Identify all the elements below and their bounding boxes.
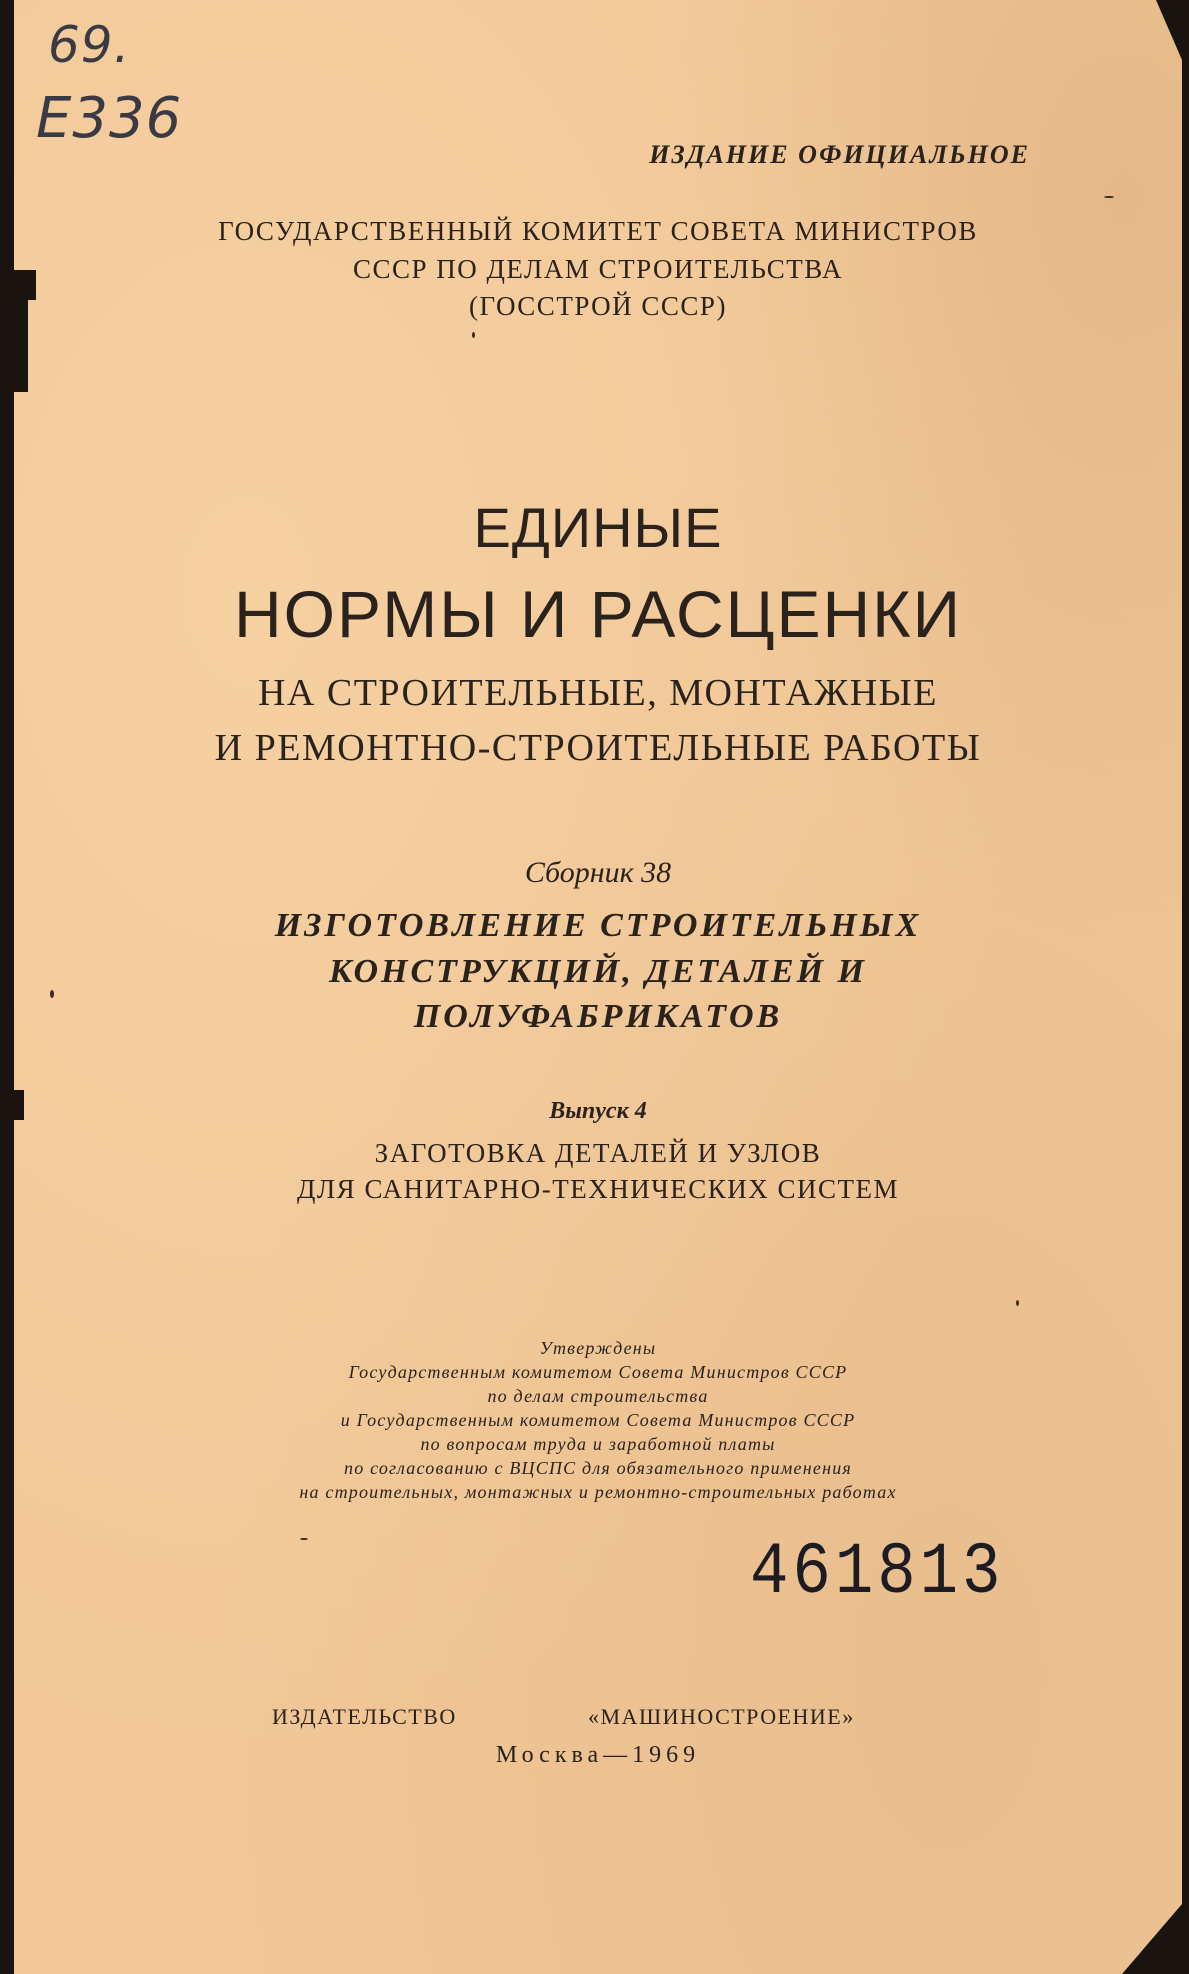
approval-line-7: на строительных, монтажных и ремонтно-строительных работах [299, 1482, 897, 1502]
approval-line-5: по вопросам труда и заработной платы [420, 1434, 776, 1454]
approval-line-4: и Государственным комитетом Совета Министров СССР [340, 1410, 856, 1430]
paper-speck [300, 1538, 308, 1540]
title-line-1: ЕДИНЫЕ [473, 496, 723, 559]
committee-line-3: (ГОССТРОЙ СССР) [469, 291, 727, 321]
paper-speck [50, 990, 54, 998]
collection-title-line-2: КОНСТРУКЦИЙ, ДЕТАЛЕЙ И [329, 953, 867, 990]
issue-label: Выпуск 4 [549, 1098, 647, 1124]
committee-line-2: СССР ПО ДЕЛАМ СТРОИТЕЛЬСТВА [352, 254, 844, 284]
approval-line-1: Утверждены [539, 1338, 657, 1358]
title-line-3: НА СТРОИТЕЛЬНЫЕ, МОНТАЖНЫЕ [257, 672, 938, 714]
paper-speck [1016, 1300, 1019, 1306]
paper-speck [472, 332, 475, 338]
worn-corner-top [1156, 0, 1182, 60]
official-edition-label: ИЗДАНИЕ ОФИЦИАЛЬНОЕ [649, 140, 1030, 169]
approval-line-6: по согласованию с ВЦСПС для обязательного применения [344, 1458, 852, 1478]
handwritten-shelf-mark-bottom: Е336 [36, 86, 183, 151]
title-line-2: НОРМЫ И РАСЦЕНКИ [233, 577, 963, 651]
collection-title-line-3: ПОЛУФАБРИКАТОВ [413, 998, 783, 1035]
paper-speck [1104, 196, 1114, 198]
issue-title-line-1: ЗАГОТОВКА ДЕТАЛЕЙ И УЗЛОВ [374, 1138, 822, 1168]
committee-line-1: ГОСУДАРСТВЕННЫЙ КОМИТЕТ СОВЕТА МИНИСТРОВ [218, 216, 978, 246]
collection-title-line-1: ИЗГОТОВЛЕНИЕ СТРОИТЕЛЬНЫХ [274, 907, 922, 944]
publisher-label: ИЗДАТЕЛЬСТВО [272, 1704, 457, 1729]
city-year: Москва—1969 [495, 1742, 701, 1768]
approval-line-2: Государственным комитетом Совета Министров СССР [348, 1362, 848, 1382]
inventory-stamp-number: 461813 [750, 1532, 1005, 1615]
worn-corner-bottom [1122, 1904, 1182, 1974]
title-line-4: И РЕМОНТНО-СТРОИТЕЛЬНЫЕ РАБОТЫ [214, 727, 982, 769]
publisher-name: «МАШИНОСТРОЕНИЕ» [588, 1704, 855, 1729]
issue-title-line-2: ДЛЯ САНИТАРНО-ТЕХНИЧЕСКИХ СИСТЕМ [296, 1174, 900, 1204]
approval-line-3: по делам строительства [487, 1386, 709, 1406]
document-page [14, 0, 1182, 1974]
handwritten-shelf-mark-top: 69. [48, 16, 131, 74]
collection-label: Сборник 38 [524, 856, 672, 889]
